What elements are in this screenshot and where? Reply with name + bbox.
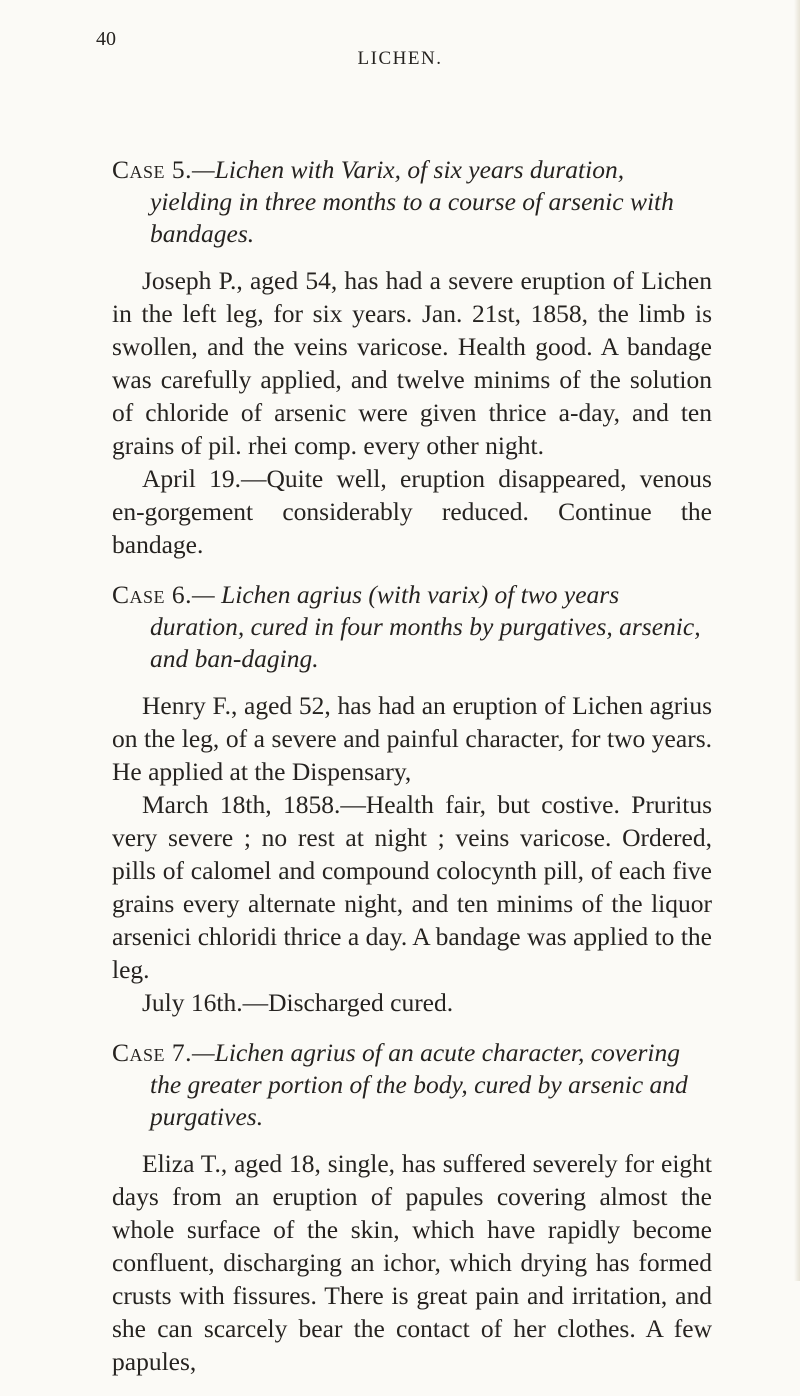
- case-title: —Lichen agrius of an acute character, covering the greater portion of the body, cured by arsenic and purgatives.: [150, 1038, 688, 1131]
- case-paragraph: Eliza T., aged 18, single, has suffered severely for eight days from an eruption of papules covering almost the whole surface of the skin, which have rapidly become confluent, discharging an ichor, which drying has formed crusts with fissures. There is great pain and irritation, and she can scarcely bear the contact of her clothes. A few papules,: [112, 1149, 712, 1376]
- case-title: — Lichen agrius (with varix) of two years duration, cured in four months by purgatives, arsenic, and ban-daging.: [150, 580, 701, 673]
- running-head: LICHEN.: [357, 48, 443, 69]
- case-heading: [112, 579, 712, 675]
- case-6: [112, 579, 712, 1019]
- case-number: Case 5.: [112, 155, 193, 184]
- case-7: [112, 1037, 712, 1378]
- case-heading: [112, 154, 712, 250]
- case-heading: [112, 1037, 712, 1133]
- page-edge-shadow: [794, 0, 800, 1281]
- case-5: [112, 154, 712, 561]
- case-paragraph: April 19.—Quite well, eruption disappeared, venous en-gorgement considerably reduced. Continue the bandage.: [112, 464, 712, 559]
- case-title: —Lichen with Varix, of six years duration, yielding in three months to a course of arsenic with bandages.: [150, 155, 674, 248]
- case-paragraph: March 18th, 1858.—Health fair, but costive. Pruritus very severe ; no rest at night ; veins varicose. Ordered, pills of calomel and compound colocynth pill, of each five grains every alternate night, and ten minims of the liquor arsenici chloridi thrice a day. A bandage was applied to the leg.: [112, 790, 712, 984]
- case-paragraph: Joseph P., aged 54, has had a severe eruption of Lichen in the left leg, for six years. Jan. 21st, 1858, the limb is swollen, and the veins varicose. Health good. A bandage was carefully applied, and twelve minims of the solution of chloride of arsenic were given thrice a-day, and ten grains of pil. rhei comp. every other night.: [112, 266, 712, 460]
- page-body: [112, 154, 712, 1396]
- case-number: Case 6.: [112, 580, 193, 609]
- case-number: Case 7.: [112, 1038, 193, 1067]
- case-paragraph: July 16th.—Discharged cured.: [142, 988, 454, 1017]
- case-paragraph: Henry F., aged 52, has had an eruption of Lichen agrius on the leg, of a severe and painful character, for two years. He applied at the Dispensary,: [112, 691, 712, 786]
- page-number: 40: [96, 28, 116, 50]
